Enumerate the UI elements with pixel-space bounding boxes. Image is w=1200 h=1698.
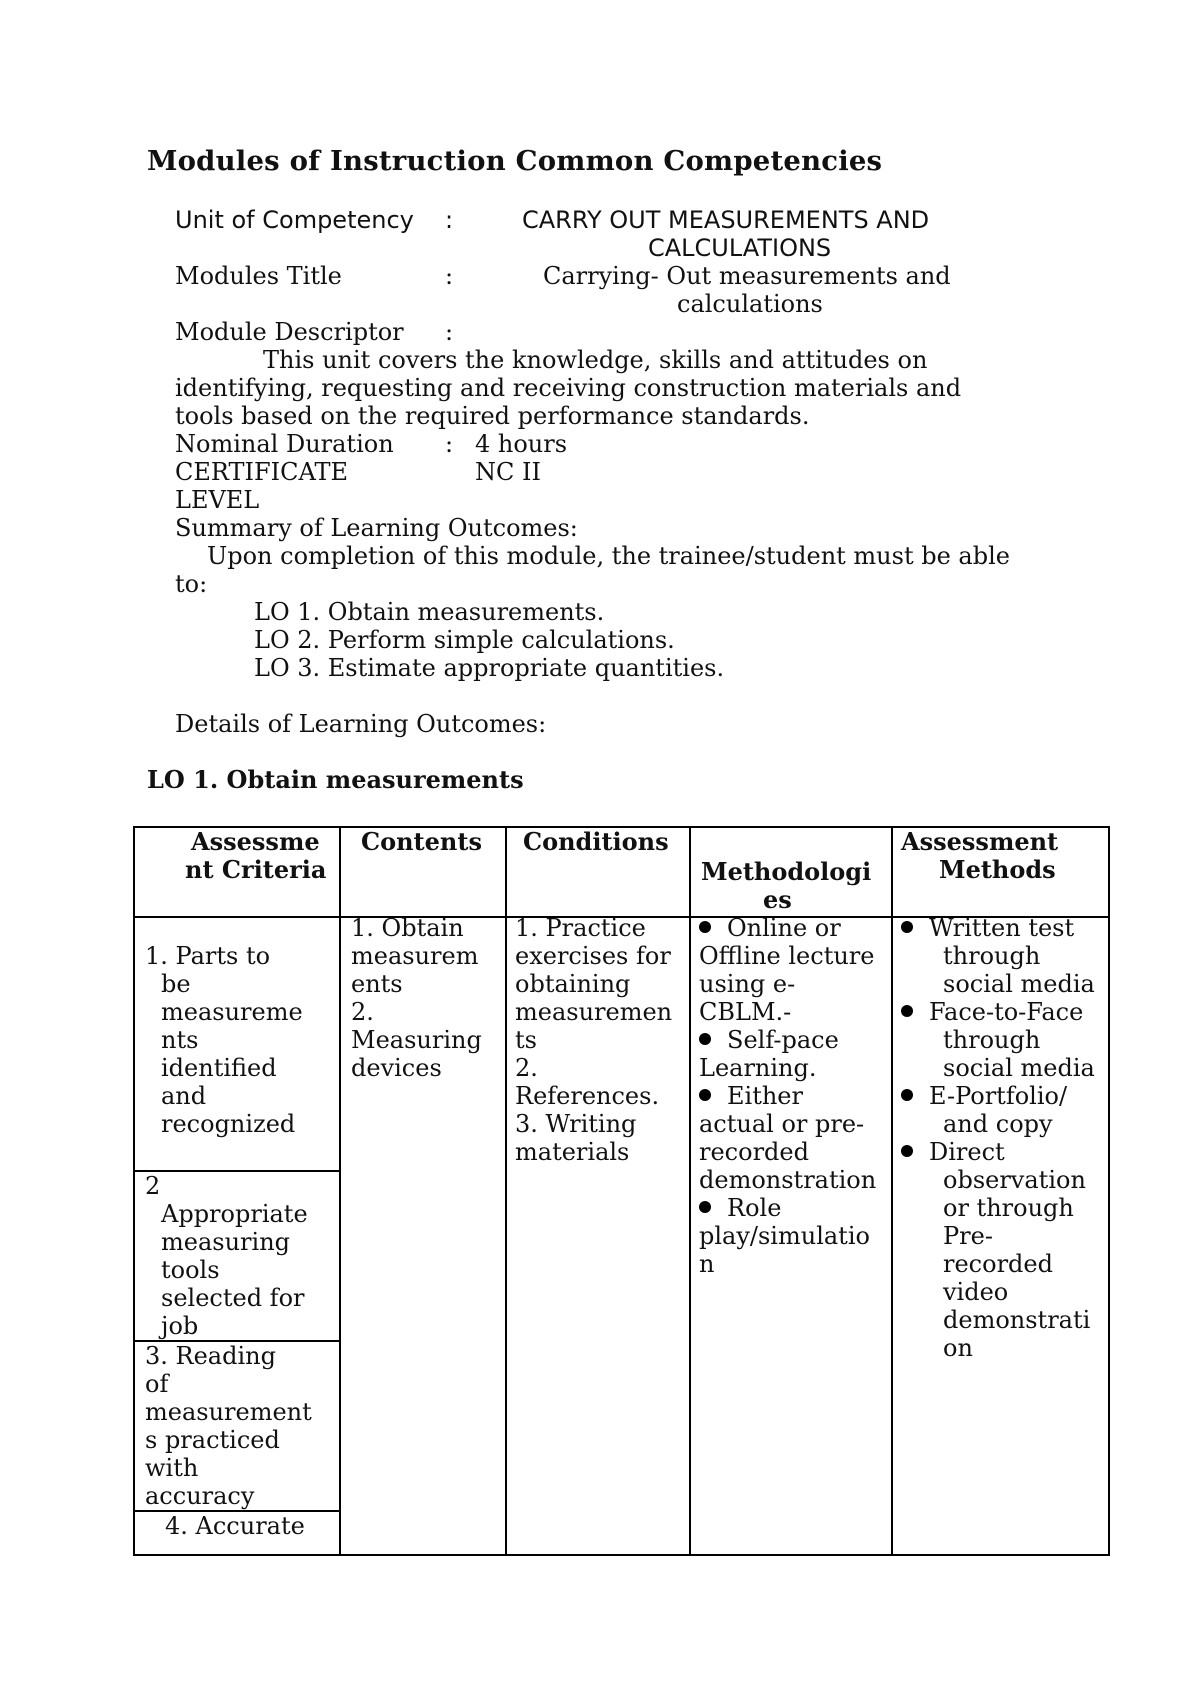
criteria-line bbox=[145, 942, 270, 970]
criteria-line-text: measurement bbox=[145, 1398, 312, 1426]
assessment-method-line-text: observation bbox=[943, 1166, 1086, 1194]
assessment-method-line-text: on bbox=[943, 1334, 973, 1362]
conditions-line-text: exercises for bbox=[515, 942, 671, 970]
criteria-line bbox=[145, 1342, 276, 1370]
criteria-line-text: 3. Reading bbox=[145, 1342, 276, 1370]
assessment-method-line bbox=[943, 1166, 1086, 1194]
criteria-line-text: and bbox=[161, 1082, 207, 1110]
assessment-method-line-text: social media bbox=[943, 1054, 1095, 1082]
header-contents: Contents bbox=[361, 827, 482, 856]
criteria-line bbox=[161, 1082, 206, 1110]
criteria-line bbox=[145, 1454, 198, 1482]
contents-line bbox=[351, 1026, 482, 1054]
methodology-line-text: n bbox=[699, 1250, 715, 1278]
assessment-method-line bbox=[901, 1138, 1005, 1166]
module-descriptor-line: tools based on the required performance standards. bbox=[175, 402, 810, 430]
criteria-line-text: selected for bbox=[161, 1284, 305, 1312]
bullet-icon bbox=[901, 1089, 913, 1101]
bullet-icon bbox=[901, 1005, 913, 1017]
conditions-line-text: 2. bbox=[515, 1054, 538, 1082]
outcome-item: LO 3. Estimate appropriate quantities. bbox=[254, 654, 725, 682]
criteria-line-text: tools bbox=[161, 1256, 220, 1284]
module-descriptor-line: identifying, requesting and receiving construction materials and bbox=[175, 374, 962, 402]
unit-of-competency-separator: : bbox=[445, 206, 454, 234]
contents-line-text: 1. Obtain bbox=[351, 914, 464, 942]
methodology-line bbox=[699, 914, 841, 942]
lo-heading: LO 1. Obtain measurements bbox=[147, 765, 524, 794]
bullet-icon bbox=[901, 921, 913, 933]
methodology-line-text: using e- bbox=[699, 970, 796, 998]
learning-outcome-table bbox=[133, 826, 1110, 1556]
criteria-line bbox=[145, 1370, 168, 1398]
assessment-method-line-text: recorded bbox=[943, 1250, 1053, 1278]
module-title-value-line2: calculations bbox=[677, 290, 823, 318]
methodology-line-text: play/simulatio bbox=[699, 1222, 870, 1250]
unit-of-competency-value-line1: CARRY OUT MEASUREMENTS AND bbox=[522, 206, 930, 234]
contents-line bbox=[351, 970, 403, 998]
contents-line-text: Measuring bbox=[351, 1026, 482, 1054]
conditions-line-text: ts bbox=[515, 1026, 537, 1054]
outcome-item: LO 2. Perform simple calculations. bbox=[254, 626, 675, 654]
header-criteria-line1: Assessme bbox=[191, 827, 320, 856]
conditions-line bbox=[515, 970, 630, 998]
contents-line-text: ents bbox=[351, 970, 403, 998]
details-label: Details of Learning Outcomes: bbox=[175, 710, 547, 738]
assessment-method-line bbox=[943, 1306, 1090, 1334]
assessment-method-line bbox=[943, 1054, 1095, 1082]
methodology-line-text: demonstration bbox=[699, 1166, 877, 1194]
criteria-line bbox=[161, 1026, 198, 1054]
assessment-method-line-text: Pre- bbox=[943, 1222, 993, 1250]
criteria-line bbox=[145, 1398, 312, 1426]
assessment-method-line-text: through bbox=[943, 942, 1041, 970]
certificate-level-value: NC II bbox=[475, 458, 541, 486]
criteria-divider bbox=[135, 1170, 339, 1172]
assessment-method-line bbox=[901, 998, 1083, 1026]
criteria-line bbox=[145, 1426, 280, 1454]
assessment-method-line bbox=[943, 1250, 1053, 1278]
certificate-level-label-line2: LEVEL bbox=[175, 486, 260, 514]
conditions-line-text: obtaining bbox=[515, 970, 631, 998]
criteria-line-text: Appropriate bbox=[161, 1200, 308, 1228]
summary-label: Summary of Learning Outcomes: bbox=[175, 514, 578, 542]
criteria-line-text: recognized bbox=[161, 1110, 296, 1138]
conditions-line bbox=[515, 998, 672, 1026]
bullet-icon bbox=[699, 1033, 711, 1045]
criteria-line-text: 1. Parts to bbox=[145, 942, 271, 970]
criteria-line bbox=[161, 1256, 220, 1284]
module-descriptor-line: This unit covers the knowledge, skills and attitudes on bbox=[263, 346, 928, 374]
bullet-icon bbox=[699, 921, 711, 933]
criteria-line-text: accuracy bbox=[145, 1482, 255, 1510]
summary-intro-line2: to: bbox=[175, 570, 208, 598]
contents-line bbox=[351, 998, 374, 1026]
conditions-line bbox=[515, 1110, 636, 1138]
header-methods-line2: Methods bbox=[939, 855, 1056, 884]
assessment-method-line bbox=[943, 1334, 973, 1362]
methodology-line-text: Learning. bbox=[699, 1054, 817, 1082]
methodology-line bbox=[699, 1026, 839, 1054]
bullet-icon bbox=[699, 1201, 711, 1213]
column-divider bbox=[689, 828, 691, 1554]
assessment-method-line-text: video bbox=[943, 1278, 1009, 1306]
criteria-line bbox=[161, 1284, 304, 1312]
header-conditions: Conditions bbox=[523, 827, 669, 856]
criteria-line-text: of bbox=[145, 1370, 169, 1398]
methodology-line-text: actual or pre- bbox=[699, 1110, 865, 1138]
conditions-line bbox=[515, 914, 646, 942]
criteria-line bbox=[145, 1482, 254, 1510]
criteria-line bbox=[161, 1312, 198, 1340]
assessment-method-line bbox=[943, 970, 1095, 998]
summary-intro-line1: Upon completion of this module, the trainee/student must be able bbox=[207, 542, 1010, 570]
conditions-line-text: measuremen bbox=[515, 998, 673, 1026]
criteria-line bbox=[145, 1172, 160, 1200]
header-methodologies-line1: Methodologi bbox=[701, 857, 872, 886]
criteria-line bbox=[161, 970, 191, 998]
criteria-line bbox=[161, 998, 303, 1026]
assessment-method-line bbox=[943, 1278, 1008, 1306]
conditions-line-text: materials bbox=[515, 1138, 630, 1166]
criteria-line-text: with bbox=[145, 1454, 199, 1482]
criteria-line-text: identified bbox=[161, 1054, 277, 1082]
module-title-value-line1: Carrying- Out measurements and bbox=[543, 262, 951, 290]
methodology-line bbox=[699, 1166, 876, 1194]
methodology-line bbox=[699, 942, 874, 970]
header-methodologies-line2: es bbox=[763, 885, 792, 914]
assessment-method-line-text: E-Portfolio/ bbox=[929, 1082, 1068, 1110]
header-methods-line1: Assessment bbox=[901, 827, 1059, 856]
nominal-duration-label: Nominal Duration bbox=[175, 430, 394, 458]
assessment-method-line-text: demonstrati bbox=[943, 1306, 1091, 1334]
conditions-line bbox=[515, 1138, 629, 1166]
methodology-line-text: Online or bbox=[727, 914, 841, 942]
assessment-method-line-text: or through bbox=[943, 1194, 1074, 1222]
nominal-duration-value: 4 hours bbox=[475, 430, 568, 458]
criteria-line-text: measureme bbox=[161, 998, 303, 1026]
column-divider bbox=[505, 828, 507, 1554]
nominal-duration-separator: : bbox=[445, 430, 454, 458]
document-title: Modules of Instruction Common Competencies bbox=[147, 145, 883, 177]
conditions-line bbox=[515, 1026, 537, 1054]
outcome-item: LO 1. Obtain measurements. bbox=[254, 598, 605, 626]
module-descriptor-separator: : bbox=[445, 318, 454, 346]
assessment-method-line bbox=[943, 1194, 1074, 1222]
contents-line-text: 2. bbox=[351, 998, 374, 1026]
methodology-line-text: CBLM.- bbox=[699, 998, 792, 1026]
contents-line bbox=[351, 1054, 442, 1082]
bullet-icon bbox=[901, 1145, 913, 1157]
methodology-line bbox=[699, 1082, 803, 1110]
criteria-line-text: job bbox=[161, 1312, 199, 1340]
criteria-line bbox=[161, 1110, 295, 1138]
contents-line bbox=[351, 942, 478, 970]
contents-line bbox=[351, 914, 464, 942]
methodology-line-text: Role bbox=[727, 1194, 782, 1222]
conditions-line-text: 1. Practice bbox=[515, 914, 646, 942]
methodology-line bbox=[699, 1194, 781, 1222]
column-divider bbox=[891, 828, 893, 1554]
assessment-method-line bbox=[943, 1110, 1053, 1138]
certificate-level-label-line1: CERTIFICATE bbox=[175, 458, 349, 486]
assessment-method-line bbox=[943, 1222, 993, 1250]
module-title-label: Modules Title bbox=[175, 262, 342, 290]
assessment-method-line-text: Written test bbox=[929, 914, 1075, 942]
methodology-line-text: recorded bbox=[699, 1138, 809, 1166]
bullet-icon bbox=[699, 1089, 711, 1101]
criteria-line bbox=[161, 1228, 290, 1256]
contents-line-text: devices bbox=[351, 1054, 442, 1082]
assessment-method-line-text: Direct bbox=[929, 1138, 1005, 1166]
criteria-line-text: 4. Accurate bbox=[165, 1512, 305, 1540]
assessment-method-line bbox=[943, 1026, 1040, 1054]
column-divider bbox=[339, 828, 341, 1554]
criteria-line-text: measuring bbox=[161, 1228, 291, 1256]
methodology-line bbox=[699, 1110, 864, 1138]
header-criteria-line2: nt Criteria bbox=[185, 855, 327, 884]
conditions-line-text: 3. Writing bbox=[515, 1110, 637, 1138]
conditions-line-text: References. bbox=[515, 1082, 660, 1110]
criteria-line-text: be bbox=[161, 970, 191, 998]
methodology-line bbox=[699, 970, 795, 998]
assessment-method-line-text: and copy bbox=[943, 1110, 1053, 1138]
methodology-line-text: Offline lecture bbox=[699, 942, 875, 970]
module-title-separator: : bbox=[445, 262, 454, 290]
conditions-line bbox=[515, 1082, 659, 1110]
methodology-line bbox=[699, 1138, 809, 1166]
criteria-line bbox=[161, 1054, 277, 1082]
criteria-line-text: s practiced bbox=[145, 1426, 280, 1454]
assessment-method-line bbox=[943, 942, 1040, 970]
contents-line-text: measurem bbox=[351, 942, 479, 970]
criteria-line-text: 2 bbox=[145, 1172, 161, 1200]
assessment-method-line-text: through bbox=[943, 1026, 1041, 1054]
module-descriptor-label: Module Descriptor bbox=[175, 318, 404, 346]
assessment-method-line-text: social media bbox=[943, 970, 1095, 998]
criteria-line bbox=[165, 1512, 305, 1540]
unit-of-competency-value-line2: CALCULATIONS bbox=[648, 234, 832, 262]
assessment-method-line-text: Face-to-Face bbox=[929, 998, 1084, 1026]
unit-of-competency-label: Unit of Competency bbox=[175, 206, 414, 234]
criteria-line bbox=[161, 1200, 308, 1228]
methodology-line-text: Either bbox=[727, 1082, 803, 1110]
methodology-line bbox=[699, 998, 791, 1026]
criteria-line-text: nts bbox=[161, 1026, 199, 1054]
methodology-line bbox=[699, 1222, 870, 1250]
methodology-line bbox=[699, 1250, 714, 1278]
conditions-line bbox=[515, 1054, 538, 1082]
assessment-method-line bbox=[901, 914, 1074, 942]
assessment-method-line bbox=[901, 1082, 1067, 1110]
methodology-line bbox=[699, 1054, 817, 1082]
conditions-line bbox=[515, 942, 671, 970]
methodology-line-text: Self-pace bbox=[727, 1026, 839, 1054]
